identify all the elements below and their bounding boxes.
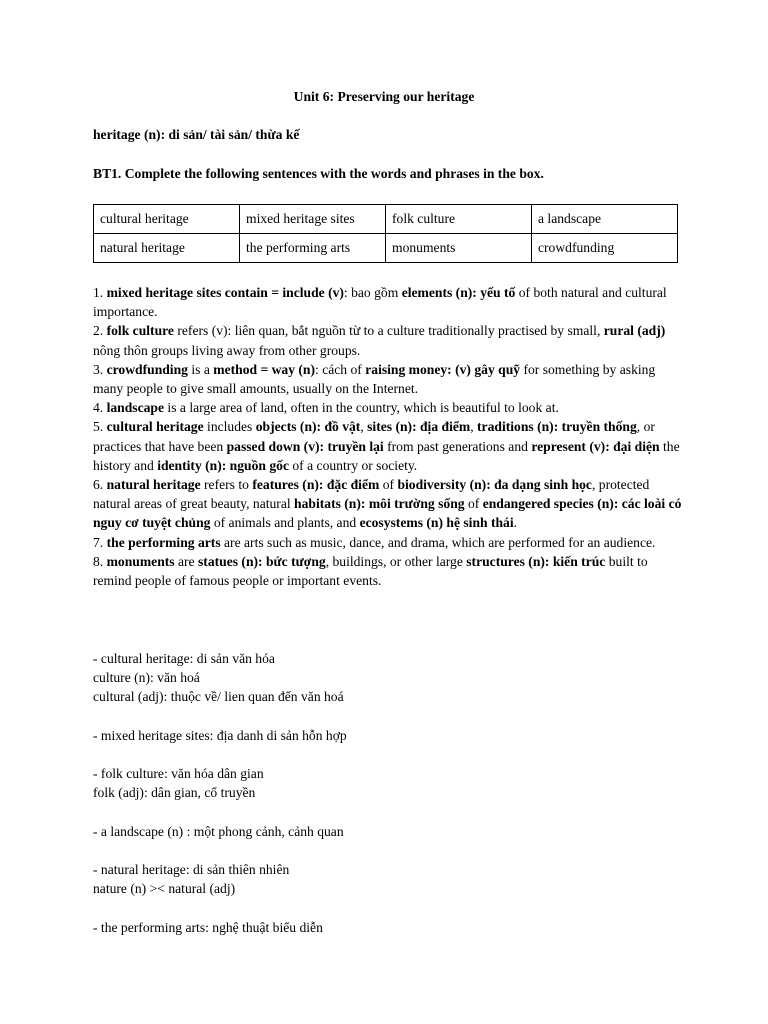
key-term: the performing arts: [106, 534, 221, 550]
vocab-line: - cultural heritage: di sản văn hóa: [93, 651, 275, 666]
word-box-row: [94, 234, 678, 263]
sentence-item: [93, 321, 683, 359]
sentence-text: are: [174, 553, 198, 569]
sentence-number: 8.: [93, 553, 104, 569]
vocab-line: - mixed heritage sites: địa danh di sản hỗn hợp: [93, 727, 347, 743]
exercise-instruction: BT1. Complete the following sentences with the words and phrases in the box.: [93, 166, 544, 181]
vocab-group: [93, 860, 683, 898]
sentence-item: [93, 475, 683, 533]
key-term: monuments: [106, 553, 175, 569]
sentence-text: of: [379, 477, 398, 493]
key-term: cultural heritage: [106, 419, 204, 435]
sentence-text: : bao gồm: [343, 285, 402, 300]
sentence-number: 6.: [93, 477, 104, 493]
sentence-text: : cách of: [315, 361, 366, 377]
sentence-number: 7.: [93, 534, 104, 550]
key-term: structures (n): kiến trúc: [466, 553, 606, 569]
sentence-text: refers (v): liên quan, bắt nguồn từ to a culture traditionally practised by small,: [173, 323, 604, 339]
key-term: raising money: (v) gây quỹ: [365, 361, 521, 377]
word-box-cell: mixed heritage sites: [240, 205, 386, 234]
sentence-number: 1.: [93, 285, 104, 300]
vocab-group: [93, 649, 683, 707]
key-term: objects (n): đồ vật: [255, 419, 361, 435]
sentence-text: of both natural and cultural importance.: [93, 285, 667, 320]
sentence-number: 5.: [93, 419, 104, 435]
key-term: identity (n): nguồn gốc: [157, 457, 289, 473]
key-term: folk culture: [106, 323, 174, 339]
word-box-row: [94, 205, 678, 234]
vocab-line: - a landscape (n) : một phong cảnh, cảnh quan: [93, 823, 344, 839]
sentence-number: 4.: [93, 400, 104, 416]
word-box-cell: a landscape: [532, 205, 678, 234]
vocabulary-list: [93, 649, 683, 956]
word-box-cell: the performing arts: [240, 234, 386, 263]
sentence-text: refers to: [200, 477, 253, 493]
word-box-cell: cultural heritage: [94, 205, 240, 234]
key-term: mixed heritage sites contain = include (v): [106, 285, 344, 300]
vocab-group: [93, 822, 683, 841]
key-term: habitats (n): môi trường sống: [294, 496, 465, 512]
sentence-text: ,: [360, 419, 368, 435]
key-term: natural heritage: [106, 477, 201, 493]
sentence-text: built to remind people of famous people or important events.: [93, 553, 648, 589]
word-box-table: [93, 204, 678, 263]
vocab-line: folk (adj): dân gian, cổ truyền: [93, 785, 256, 801]
key-term: statues (n): bức tượng: [198, 553, 326, 569]
sentence-text: of animals and plants, and: [210, 515, 360, 531]
vocab-group: [93, 764, 683, 802]
sentence-item: [93, 398, 683, 417]
sentence-item: [93, 533, 683, 552]
sentence-text: for something by asking many people to give small amounts, usually on the Internet.: [93, 361, 656, 397]
key-term: passed down (v): truyền lại: [226, 438, 384, 454]
sentence-text: includes: [203, 419, 256, 435]
sentence-number: 2.: [93, 323, 104, 339]
sentence-text: ,: [470, 419, 478, 435]
key-term: crowdfunding: [106, 361, 188, 377]
sentence-item: [93, 417, 683, 475]
key-term: biodiversity (n): đa dạng sinh học: [397, 477, 592, 493]
sentence-item: [93, 360, 683, 398]
vocab-line: - natural heritage: di sản thiên nhiên: [93, 862, 290, 878]
sentence-text: .: [513, 515, 518, 531]
sentence-text: nông thôn groups living away from other groups.: [93, 342, 361, 358]
vocab-group: [93, 726, 683, 745]
key-term: ecosystems (n) hệ sinh thái: [359, 515, 514, 531]
sentence-text: is a: [187, 361, 214, 377]
key-term: traditions (n): truyền thống: [477, 419, 637, 435]
key-term: represent (v): đại diện: [531, 438, 660, 454]
sentence-text: , protected natural areas of great beauty, natural: [93, 477, 650, 512]
key-term: sites (n): địa điểm: [367, 419, 471, 435]
key-term: rural (adj): [603, 323, 666, 339]
page-title: Unit 6: Preserving our heritage: [293, 89, 475, 104]
key-term: elements (n): yếu tố: [401, 285, 516, 300]
word-box-cell: folk culture: [386, 205, 532, 234]
vocab-group: [93, 918, 683, 937]
vocab-line: culture (n): văn hoá: [93, 670, 200, 686]
heritage-definition: heritage (n): di sản/ tài sản/ thừa kế: [93, 127, 300, 142]
sentence-item: [93, 283, 683, 321]
key-term: endangered species (n): các loài có nguy cơ tuyệt chủng: [93, 496, 682, 531]
sentence-text: is a large area of land, often in the country, which is beautiful to look at.: [164, 400, 559, 416]
vocab-line: - folk culture: văn hóa dân gian: [93, 766, 264, 782]
sentence-text: of a country or society.: [288, 457, 418, 473]
vocab-line: cultural (adj): thuộc về/ lien quan đến văn hoá: [93, 689, 344, 705]
key-term: method = way (n): [213, 361, 316, 377]
sentence-text: are arts such as music, dance, and drama, which are performed for an audience.: [220, 534, 656, 550]
sentence-text: , or practices that have been: [93, 419, 655, 454]
key-term: features (n): đặc điểm: [252, 477, 380, 493]
sentence-item: [93, 552, 683, 590]
key-term: landscape: [106, 400, 165, 416]
sentence-number: 3.: [93, 361, 104, 377]
sentence-list: [93, 283, 683, 590]
sentence-text: the history and: [93, 438, 680, 473]
word-box-cell: monuments: [386, 234, 532, 263]
word-box-cell: natural heritage: [94, 234, 240, 263]
vocab-line: - the performing arts: nghệ thuật biểu diễn: [93, 919, 323, 935]
vocab-line: nature (n) >< natural (adj): [93, 881, 236, 897]
sentence-text: from past generations and: [383, 438, 532, 454]
sentence-text: of: [464, 496, 483, 512]
word-box-cell: crowdfunding: [532, 234, 678, 263]
sentence-text: , buildings, or other large: [325, 553, 467, 569]
